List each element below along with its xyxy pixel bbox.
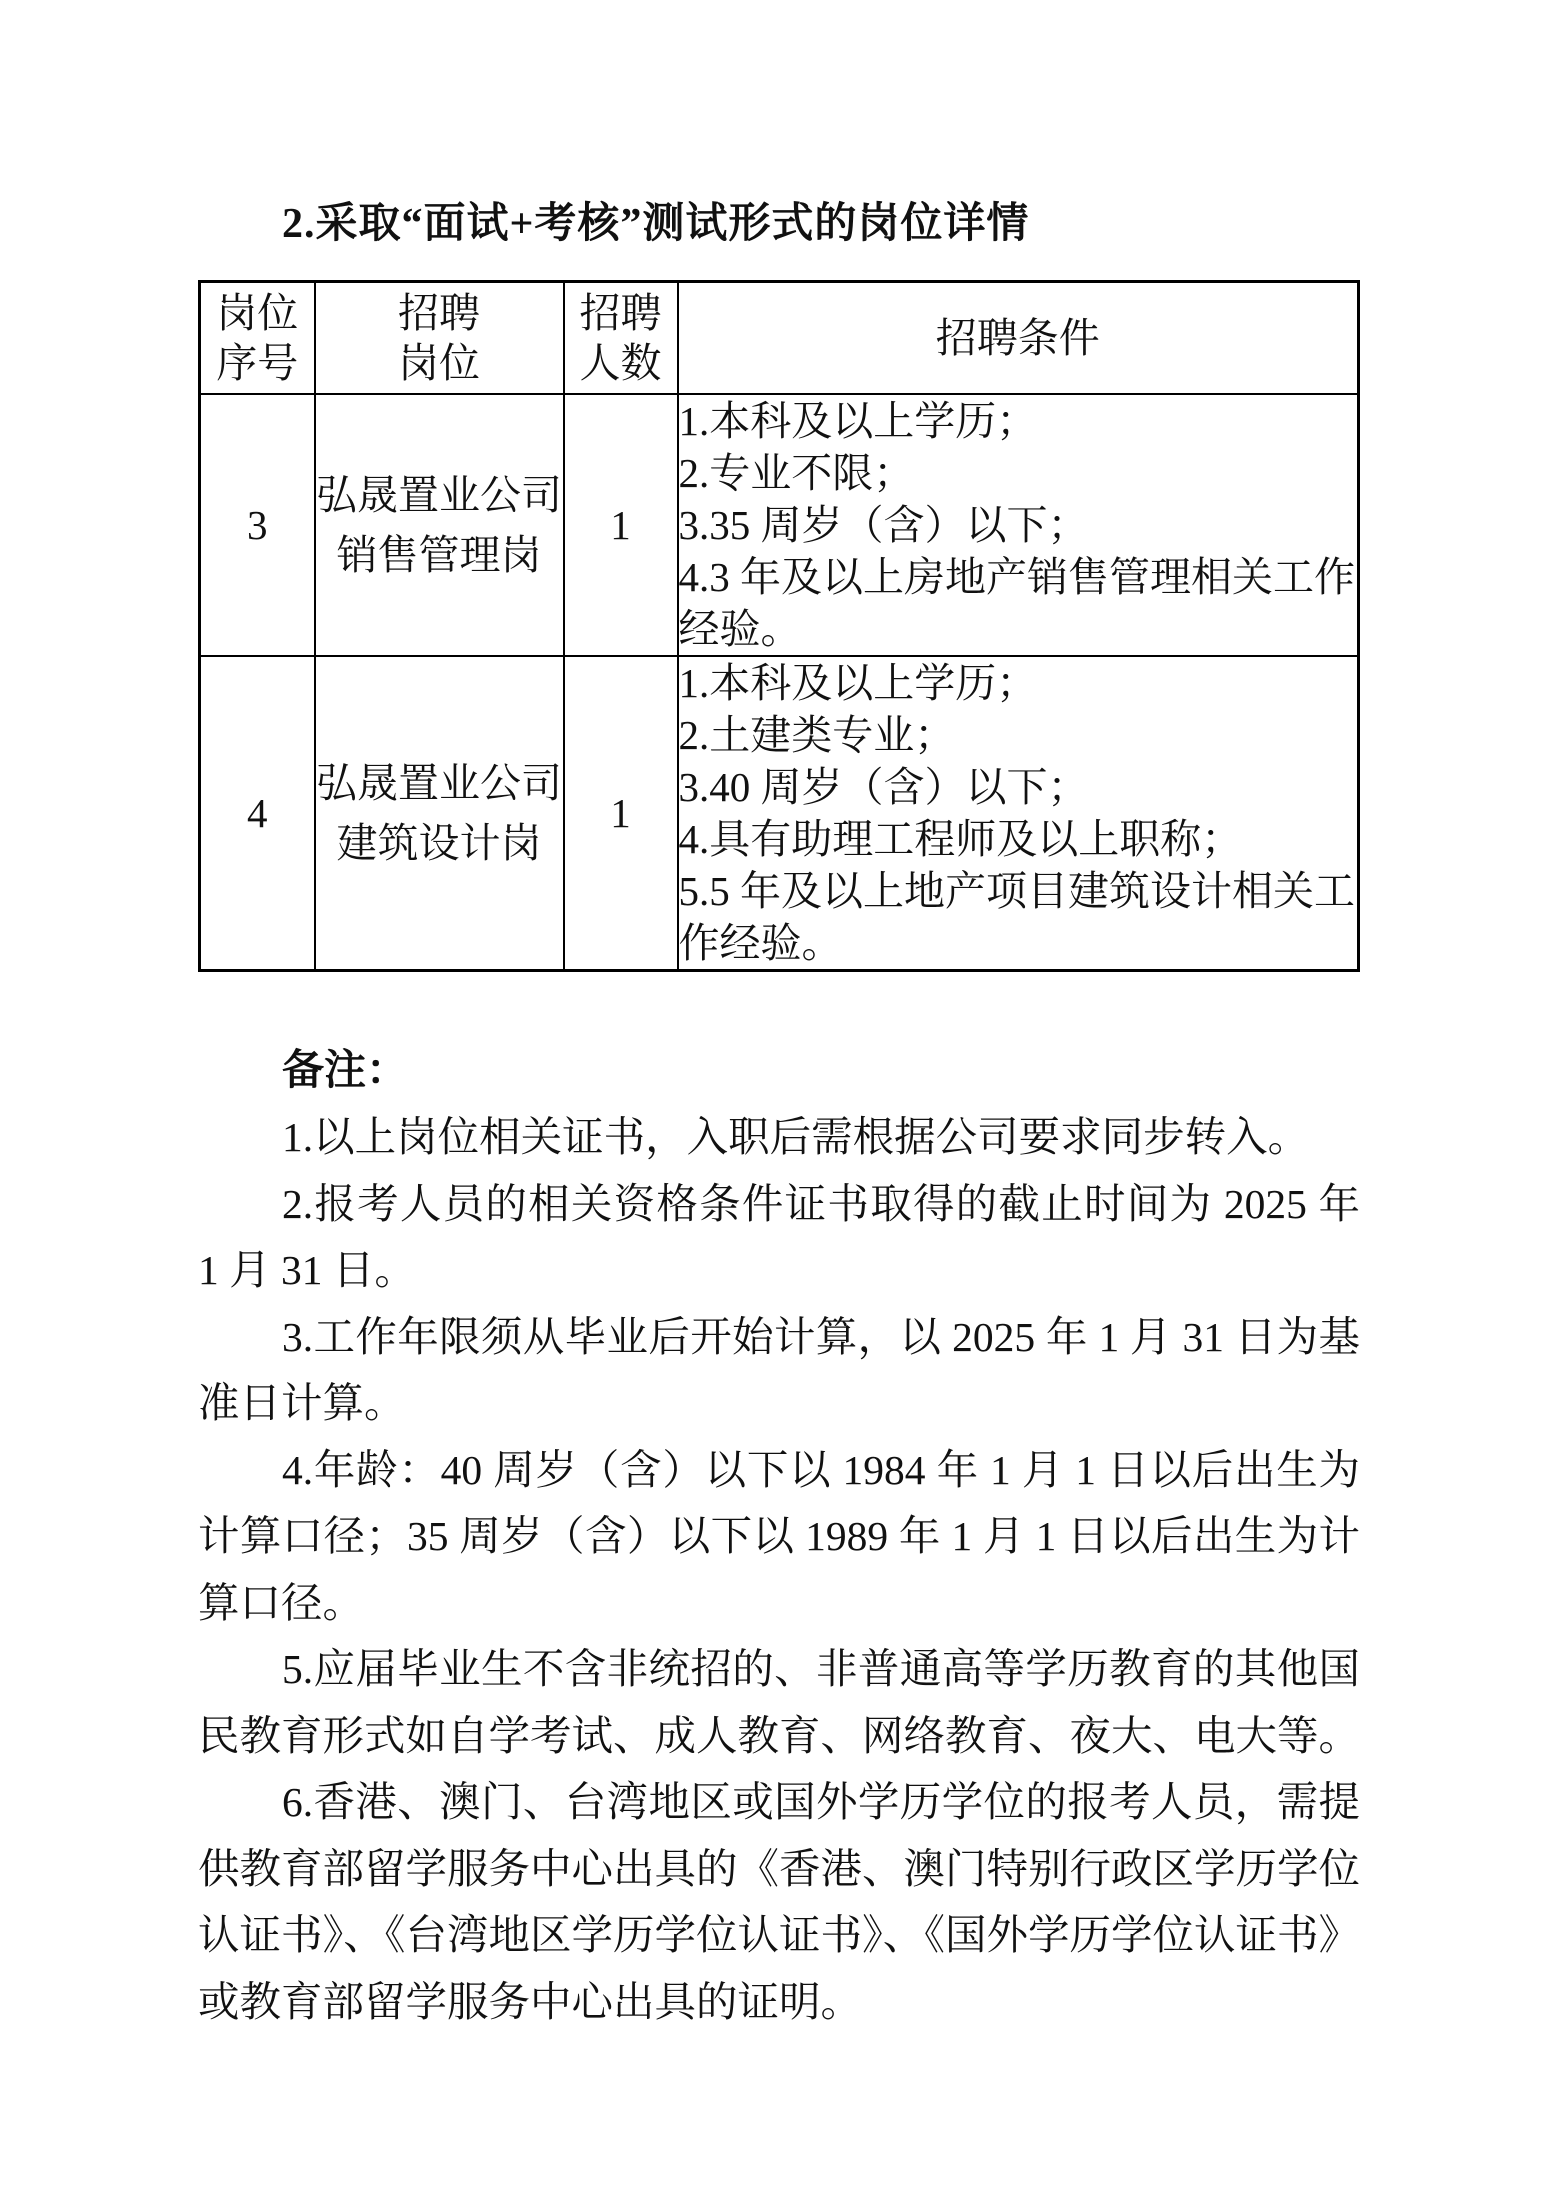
table-row [200,656,1359,971]
col-header-seq-line1: 岗位 [216,290,299,336]
condition-item: 4.具有助理工程师及以上职称； [678,816,1243,862]
cell-count: 1 [564,656,678,971]
condition-item: 5.5 年及以上地产项目建筑设计相关工作经验。 [678,868,1355,966]
col-header-count-line2: 人数 [579,340,662,386]
page-title: 2.采取“面试+考核”测试形式的岗位详情 [282,201,1030,247]
condition-item: 4.3 年及以上房地产销售管理相关工作经验。 [678,554,1355,652]
cell-position [315,656,564,971]
cell-seq: 4 [200,656,315,971]
col-header-conditions: 招聘条件 [678,282,1359,395]
condition-item: 1.本科及以上学历； [678,660,1038,706]
note-item: 4.年龄：40 周岁（含）以下以 1984 年 1 月 1 日以后出生为计算口径；35 周岁（含）以下以 1989 年 1 月 1 日以后出生为计算口径。 [198,1446,1360,1626]
condition-item: 2.土建类专业； [678,712,956,758]
col-header-position [315,282,564,395]
note-item: 1.以上岗位相关证书，入职后需根据公司要求同步转入。 [282,1114,1310,1160]
col-header-position-line1: 招聘 [398,290,480,336]
cell-seq: 3 [200,394,315,656]
cell-position-company: 弘晟置业公司 [316,472,562,518]
condition-item: 2.专业不限； [678,450,915,496]
condition-item: 3.40 周岁（含）以下； [678,764,1089,810]
col-header-seq [200,282,315,395]
table-header-row [200,282,1359,395]
condition-item: 1.本科及以上学历； [678,398,1038,444]
cell-count: 1 [564,394,678,656]
col-header-count [564,282,678,395]
col-header-seq-line2: 序号 [216,340,299,386]
condition-item: 3.35 周岁（含）以下； [678,502,1089,548]
cell-position-title: 建筑设计岗 [336,820,542,866]
col-header-position-line2: 岗位 [398,340,480,386]
note-item: 5.应届毕业生不含非统招的、非普通高等学历教育的其他国民教育形式如自学考试、成人教育、网络教育、夜大、电大等。 [198,1646,1361,1759]
note-item: 2.报考人员的相关资格条件证书取得的截止时间为 2025 年 1 月 31 日。 [198,1180,1360,1293]
note-item: 3.工作年限须从毕业后开始计算，以 2025 年 1 月 31 日为基准日计算。 [198,1313,1360,1426]
cell-conditions [678,656,1359,971]
col-header-count-line1: 招聘 [579,290,662,336]
cell-position-title: 销售管理岗 [336,532,542,578]
cell-conditions [678,394,1359,656]
cell-position-company: 弘晟置业公司 [316,760,562,806]
note-item: 6.香港、澳门、台湾地区或国外学历学位的报考人员，需提供教育部留学服务中心出具的《香港、澳门特别行政区学历学位认证书》、《台湾地区学历学位认证书》、《国外学历学位认证书》或教育部留学服务中心出具的证明。 [198,1779,1361,2025]
table-row [200,394,1359,656]
positions-table [198,280,1360,972]
notes-heading: 备注： [282,1048,409,1094]
cell-position [315,394,564,656]
